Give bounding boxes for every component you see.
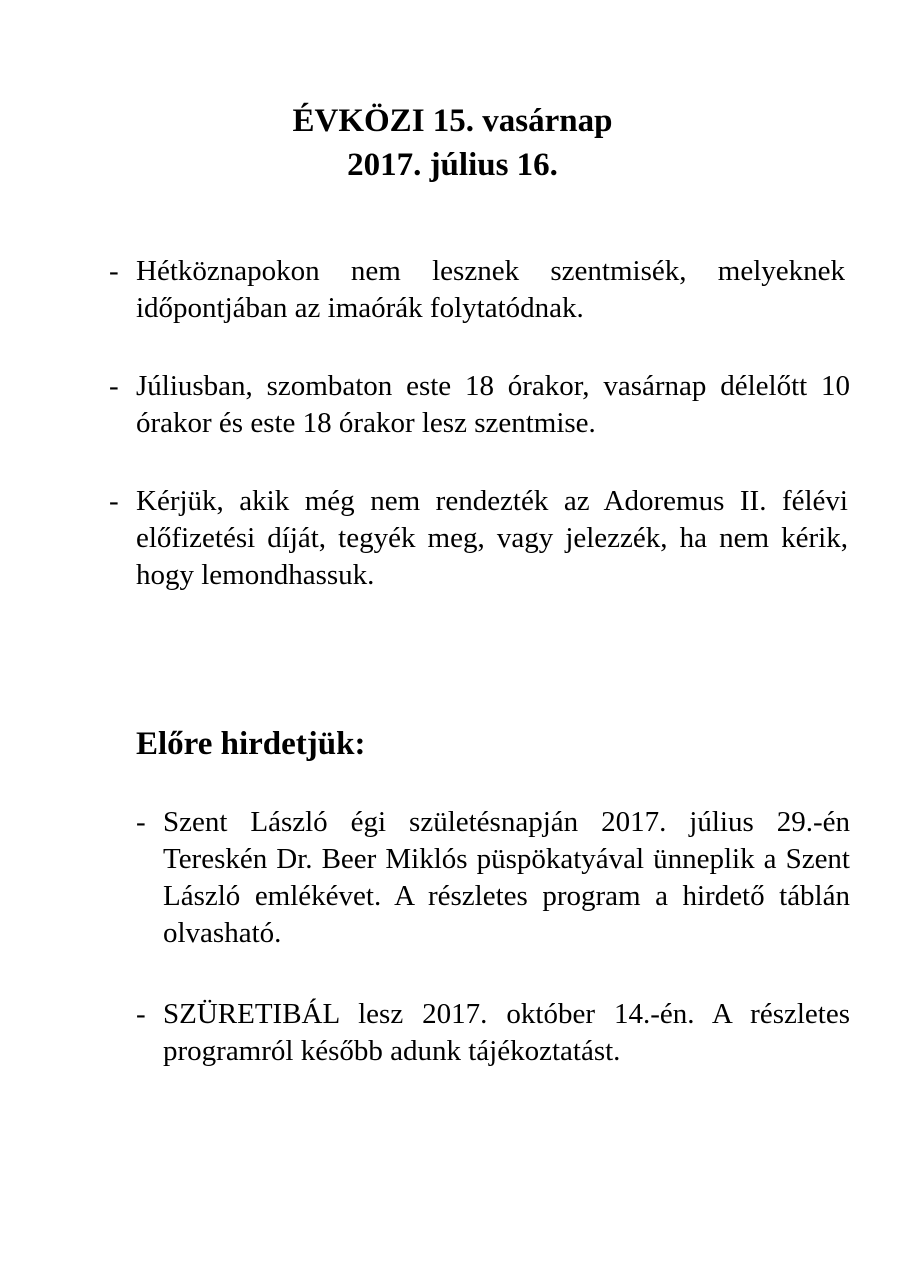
announcement-item xyxy=(109,253,845,327)
advance-text: Szent László égi születésnapján 2017. július 29.-én Tereskén Dr. Beer Miklós püspökatyával ünneplik a Szent László emlékévet. A részletes program a hirdető táblán olvasható. xyxy=(163,806,850,949)
announcement-text: Kérjük, akik még nem rendezték az Adoremus II. félévi előfizetési díját, tegyék meg, vagy jelezzék, ha nem kérik, hogy lemondhassuk. xyxy=(136,485,848,591)
list-dash: - xyxy=(109,370,119,402)
list-dash: - xyxy=(109,485,119,517)
page-title: ÉVKÖZI 15. vasárnap xyxy=(292,103,613,139)
advance-item xyxy=(136,996,850,1070)
advance-heading: Előre hirdetjük: xyxy=(136,726,366,762)
announcement-item xyxy=(109,368,850,442)
announcement-text: Hétköznapokon nem lesznek szentmisék, melyeknek időpontjában az imaórák folytatódnak. xyxy=(136,255,845,324)
advance-item xyxy=(136,804,850,952)
page-date: 2017. július 16. xyxy=(347,147,558,183)
announcement-item xyxy=(109,483,848,594)
list-dash: - xyxy=(136,998,146,1030)
list-dash: - xyxy=(109,255,119,287)
advance-text: SZÜRETIBÁL lesz 2017. október 14.-én. A részletes programról később adunk tájékoztatást. xyxy=(163,998,850,1067)
announcement-text: Júliusban, szombaton este 18 órakor, vasárnap délelőtt 10 órakor és este 18 órakor lesz szentmise. xyxy=(136,370,850,439)
list-dash: - xyxy=(136,806,146,838)
